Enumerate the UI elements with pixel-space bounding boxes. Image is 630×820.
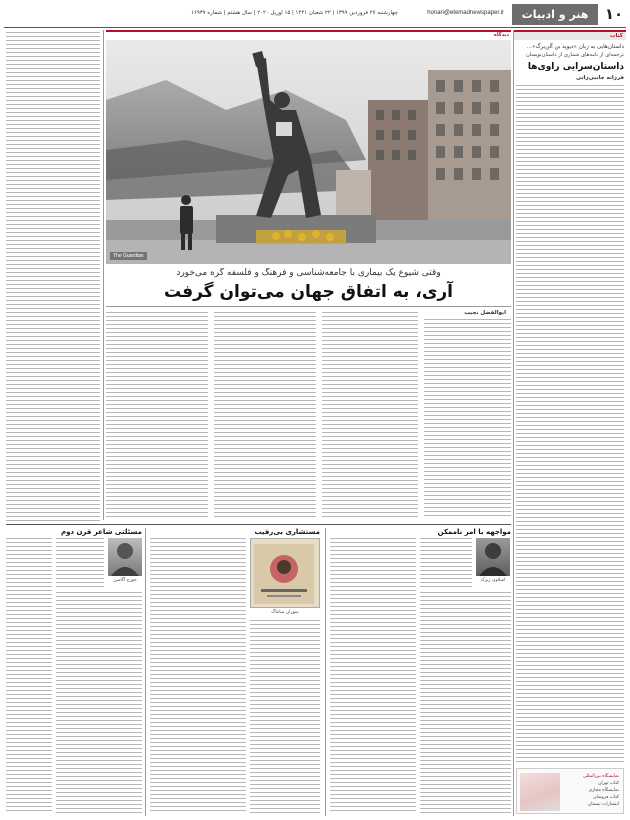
book-illustration (249, 539, 319, 609)
bottom-col3-text-b (56, 592, 142, 814)
sidebar-author: فرزانه جانبی‌زاتی (576, 75, 624, 81)
portrait-agamben (108, 538, 142, 576)
ad-line-5: انتشارات نیستان (588, 802, 619, 807)
ad-line-1: نمایشگاه بین‌المللی (582, 774, 619, 779)
sidebar (514, 30, 626, 816)
bottom-col1-text-b (420, 592, 511, 814)
ad-line-4: کتاب فروشان (593, 795, 619, 800)
ad-line-3: نمایشگاه مجازی (588, 788, 619, 793)
byline: ابوالفضل نجیب (464, 310, 506, 316)
caption-agamben: جورج آگامبن (113, 578, 137, 583)
main-tag: دیدگاه (493, 32, 509, 38)
person-icon (476, 538, 510, 576)
article-col-3 (214, 312, 316, 519)
photo-credit: The Guardian (110, 252, 147, 260)
page-number: ۱۰ (604, 5, 624, 23)
headline-rule (106, 306, 511, 307)
bottom-col3-title: مسئلتی شاعر قرن دوم (60, 528, 142, 536)
sidebar-tag (514, 30, 626, 40)
book-caption: سوزان سانتاگ (271, 610, 299, 615)
article-headline: آری، به اتفاق جهان می‌توان گرفت (163, 282, 454, 302)
main-photo (106, 40, 511, 264)
header-rule (4, 27, 626, 28)
sidebar-tag-label: کتاب (609, 33, 623, 39)
bottom-divider-2 (145, 528, 146, 816)
sidebar-kicker2: ترجمه‌ای از نامه‌های شماری از داستان‌نویسان (525, 52, 624, 58)
main-tag-bar (106, 30, 511, 38)
book-cover (250, 538, 320, 608)
bottom-col2-title: مستشاری بی‌رقیب (254, 528, 320, 536)
ad-image (520, 773, 560, 811)
portrait-zizek (476, 538, 510, 576)
sidebar-body-text (516, 85, 624, 765)
ad-block (516, 768, 624, 814)
bottom-divider-1 (325, 528, 326, 816)
bottom-col2-text-a (150, 538, 246, 814)
ad-lines (561, 773, 619, 808)
caption-zizek: اسلاوی ژیژک (480, 578, 506, 583)
sidebar-title: داستان‌سرایی راوی‌ها (527, 62, 624, 72)
mid-rule (6, 524, 511, 525)
sidebar-kicker: داستان‌هایی به زبان «دیوید بن آلن‌برگ»... (526, 44, 624, 50)
bottom-col1-text-a (420, 538, 472, 588)
article-col-2 (322, 312, 418, 519)
person-icon (108, 538, 142, 576)
section-title: هنر و ادبیات (512, 4, 598, 25)
left-column-text (6, 32, 100, 522)
statue-photo-svg (106, 40, 511, 264)
bottom-col3-text-a (56, 538, 104, 588)
sidebar-divider (513, 30, 514, 816)
page-header (4, 4, 626, 26)
dateline: چهارشنبه ۲۷ فروردین ۱۳۹۹ | ۲۲ شعبان ۱۴۴۱ | ۱۵ آوریل ۲۰۲۰ | سال هشتم | شماره ۱۶۹۳۷ (191, 10, 398, 16)
email: honari@etemadnewspaper.ir (427, 10, 504, 16)
article-col-1 (424, 319, 511, 519)
bottom-col1-text-c (330, 538, 416, 814)
article-subtitle: وقتی شیوع یک بیماری با جامعه‌شناسی و فرهنگ و فلسفه گره می‌خورد (176, 268, 441, 278)
bottom-col1-title: مواجهه با امر ناممکن (437, 528, 511, 536)
bottom-col2-text-b (250, 620, 320, 814)
bottom-col3-text-c (6, 538, 52, 814)
article-col-4 (106, 312, 208, 519)
left-column-divider (103, 30, 104, 520)
ad-line-2: کتاب تهران (598, 781, 619, 786)
